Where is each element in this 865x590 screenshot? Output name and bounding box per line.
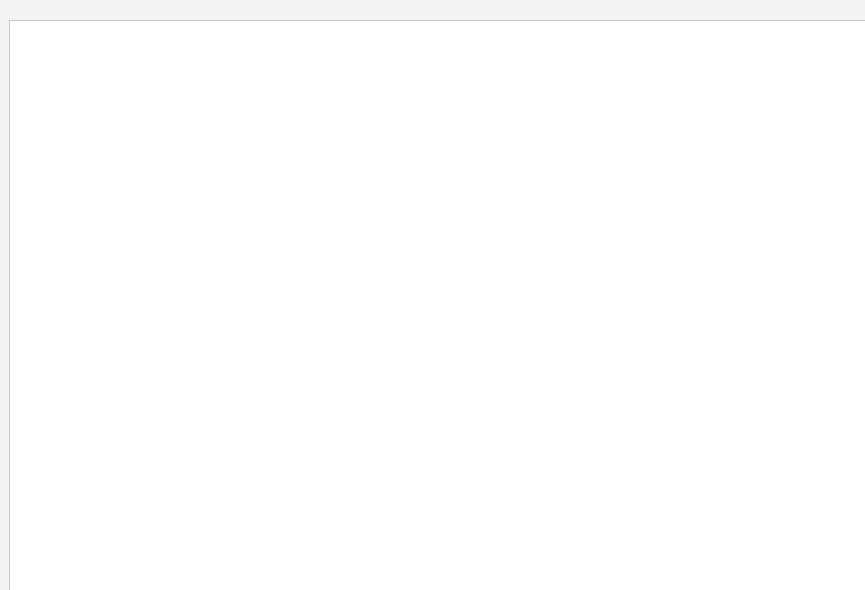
row-headers [0,20,10,590]
column-headers [0,0,865,21]
